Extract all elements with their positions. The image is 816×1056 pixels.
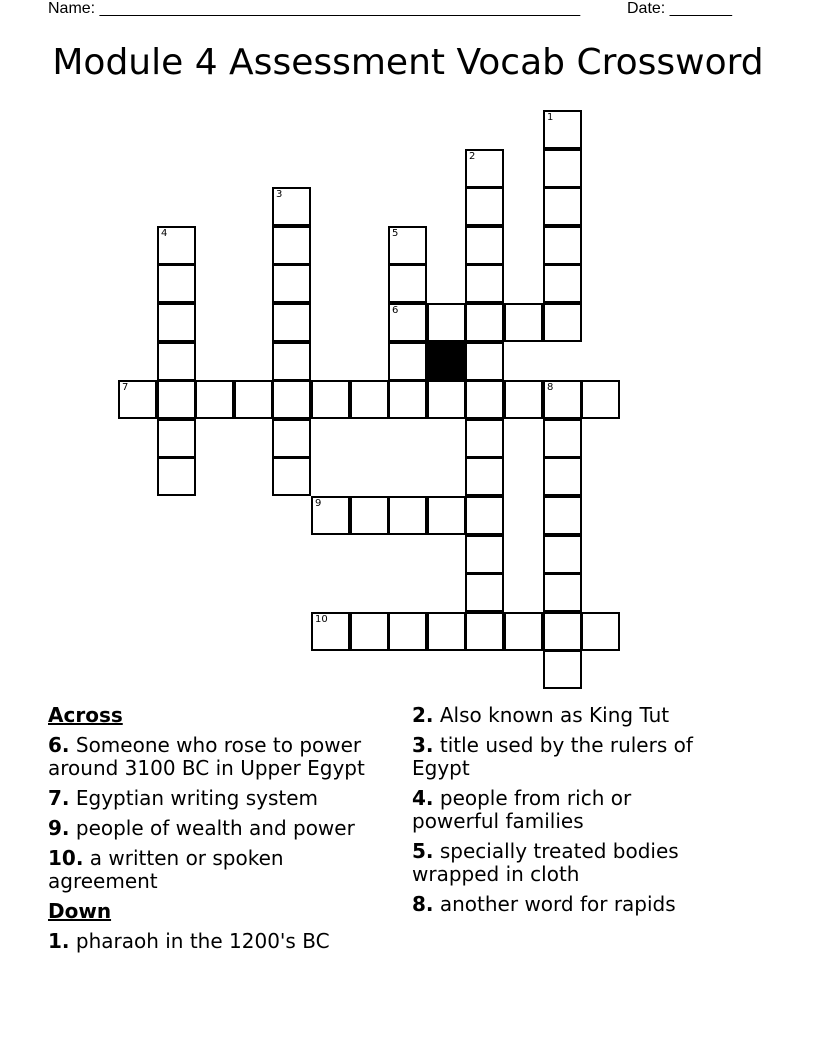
clue-across-9 — [48, 817, 388, 840]
crossword-cell[interactable] — [311, 496, 350, 535]
crossword-cell[interactable] — [504, 380, 543, 419]
clues-left-column — [48, 704, 388, 960]
crossword-cell[interactable] — [543, 110, 582, 149]
crossword-cell[interactable] — [272, 303, 311, 342]
clue-across-7 — [48, 787, 388, 810]
crossword-cell[interactable] — [311, 380, 350, 419]
crossword-cell[interactable] — [157, 226, 196, 265]
clue-number-label: 3 — [276, 189, 283, 200]
crossword-cell[interactable] — [465, 187, 504, 226]
crossword-cell[interactable] — [388, 226, 427, 265]
name-field[interactable]: Name: ______________________________________________________ — [48, 0, 581, 17]
clue-number-label: 8 — [547, 382, 554, 393]
crossword-cell[interactable] — [350, 612, 389, 651]
crossword-cell[interactable] — [388, 612, 427, 651]
crossword-cell[interactable] — [388, 342, 427, 381]
clue-text: people from rich or powerful families — [412, 786, 632, 833]
crossword-cell[interactable] — [543, 496, 582, 535]
crossword-cell[interactable] — [388, 496, 427, 535]
crossword-cell[interactable] — [465, 612, 504, 651]
clue-number: 1. — [48, 929, 70, 953]
crossword-cell[interactable] — [157, 457, 196, 496]
crossword-cell[interactable] — [195, 380, 234, 419]
crossword-cell[interactable] — [543, 573, 582, 612]
crossword-cell[interactable] — [272, 342, 311, 381]
crossword-cell[interactable] — [388, 264, 427, 303]
crossword-cell[interactable] — [543, 149, 582, 188]
crossword-cell[interactable] — [157, 303, 196, 342]
crossword-cell[interactable] — [388, 380, 427, 419]
crossword-cell[interactable] — [272, 264, 311, 303]
crossword-cell[interactable] — [465, 380, 504, 419]
crossword-cell[interactable] — [543, 380, 582, 419]
crossword-cell[interactable] — [465, 264, 504, 303]
crossword-cell[interactable] — [157, 419, 196, 458]
crossword-cell[interactable] — [272, 187, 311, 226]
crossword-cell[interactable] — [311, 612, 350, 651]
clue-down-1 — [48, 930, 388, 953]
crossword-cell[interactable] — [427, 380, 466, 419]
crossword-cell[interactable] — [465, 149, 504, 188]
crossword-cell[interactable] — [581, 612, 620, 651]
crossword-cell[interactable] — [543, 303, 582, 342]
clue-down-3 — [412, 734, 742, 780]
crossword-cell[interactable] — [118, 380, 157, 419]
clue-number: 8. — [412, 892, 434, 916]
crossword-cell[interactable] — [543, 650, 582, 689]
clue-number: 7. — [48, 786, 70, 810]
clue-text: specially treated bodies wrapped in cloth — [412, 839, 679, 886]
clue-down-2 — [412, 704, 742, 727]
clue-number-label: 1 — [547, 112, 554, 123]
crossword-cell[interactable] — [157, 264, 196, 303]
crossword-cell[interactable] — [504, 612, 543, 651]
crossword-cell[interactable] — [427, 303, 466, 342]
page-title: Module 4 Assessment Vocab Crossword — [52, 42, 764, 83]
clue-number: 3. — [412, 733, 434, 757]
crossword-cell[interactable] — [543, 264, 582, 303]
clues-right-column — [412, 704, 742, 923]
clue-down-4 — [412, 787, 672, 833]
black-cell — [427, 342, 466, 381]
crossword-cell[interactable] — [543, 457, 582, 496]
crossword-cell[interactable] — [465, 535, 504, 574]
down-heading: Down — [48, 899, 112, 923]
clue-number: 4. — [412, 786, 434, 810]
crossword-cell[interactable] — [272, 380, 311, 419]
crossword-cell[interactable] — [543, 419, 582, 458]
crossword-cell[interactable] — [543, 535, 582, 574]
crossword-cell[interactable] — [388, 303, 427, 342]
clue-number-label: 2 — [469, 151, 476, 162]
crossword-cell[interactable] — [234, 380, 273, 419]
clue-text: Someone who rose to power around 3100 BC in Upper Egypt — [48, 733, 365, 780]
clue-number-label: 5 — [392, 228, 399, 239]
clue-number: 5. — [412, 839, 434, 863]
crossword-cell[interactable] — [581, 380, 620, 419]
crossword-cell[interactable] — [427, 612, 466, 651]
crossword-cell[interactable] — [465, 226, 504, 265]
clue-number: 10. — [48, 846, 84, 870]
clue-across-10 — [48, 847, 318, 893]
crossword-cell[interactable] — [465, 496, 504, 535]
crossword-cell[interactable] — [427, 496, 466, 535]
crossword-cell[interactable] — [504, 303, 543, 342]
clue-text: pharaoh in the 1200's BC — [75, 929, 330, 953]
crossword-cell[interactable] — [543, 226, 582, 265]
crossword-cell[interactable] — [465, 342, 504, 381]
date-field[interactable]: Date: _______ — [627, 0, 732, 17]
clue-down-5 — [412, 840, 742, 886]
crossword-cell[interactable] — [543, 187, 582, 226]
crossword-cell[interactable] — [465, 303, 504, 342]
crossword-cell[interactable] — [157, 380, 196, 419]
clue-number-label: 9 — [315, 498, 322, 509]
crossword-cell[interactable] — [465, 457, 504, 496]
clue-down-8 — [412, 893, 742, 916]
clue-number: 9. — [48, 816, 70, 840]
clue-text: title used by the rulers of Egypt — [412, 733, 693, 780]
clue-number: 6. — [48, 733, 70, 757]
clue-number-label: 10 — [315, 614, 328, 625]
clue-text: a written or spoken agreement — [48, 846, 284, 893]
crossword-cell[interactable] — [350, 496, 389, 535]
across-heading: Across — [48, 703, 123, 727]
crossword-cell[interactable] — [350, 380, 389, 419]
crossword-cell[interactable] — [465, 419, 504, 458]
clue-text: another word for rapids — [439, 892, 676, 916]
clue-text: Egyptian writing system — [75, 786, 318, 810]
crossword-cell[interactable] — [157, 342, 196, 381]
clue-across-6 — [48, 734, 388, 780]
clue-number-label: 7 — [122, 382, 129, 393]
clue-number: 2. — [412, 703, 434, 727]
crossword-cell[interactable] — [465, 573, 504, 612]
clue-number-label: 6 — [392, 305, 399, 316]
crossword-cell[interactable] — [543, 612, 582, 651]
clue-text: people of wealth and power — [75, 816, 355, 840]
clue-text: Also known as King Tut — [439, 703, 670, 727]
clue-number-label: 4 — [161, 228, 168, 239]
crossword-cell[interactable] — [272, 457, 311, 496]
crossword-cell[interactable] — [272, 419, 311, 458]
crossword-cell[interactable] — [272, 226, 311, 265]
